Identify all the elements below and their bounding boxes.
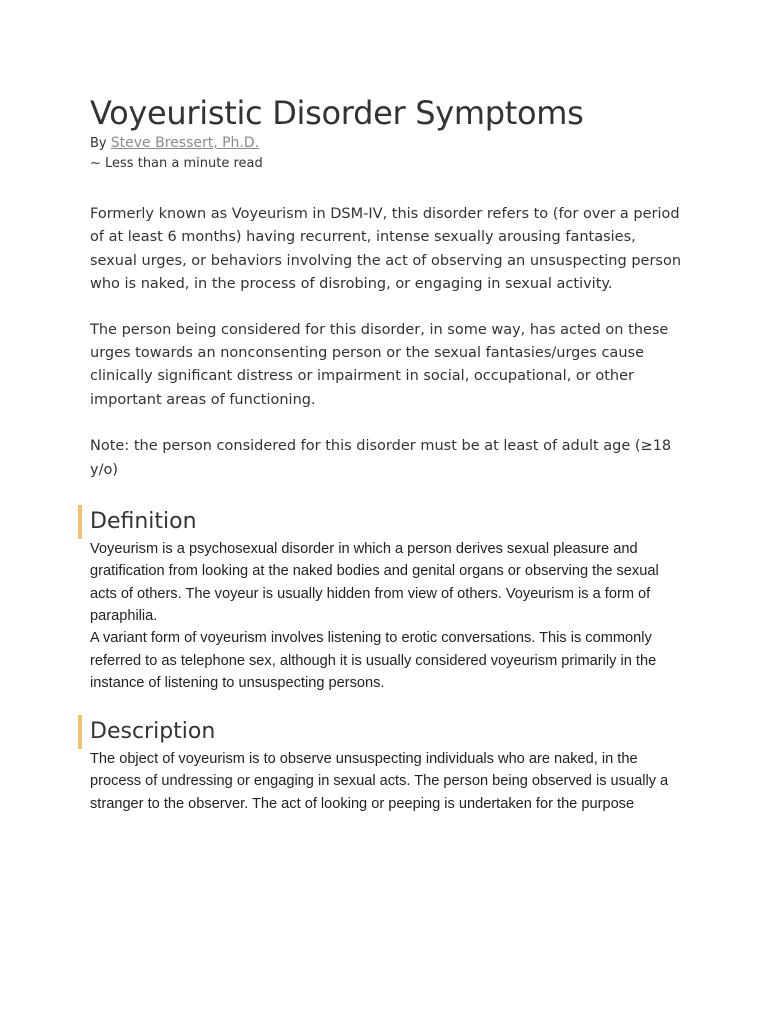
definition-section bbox=[90, 538, 682, 694]
intro-note: Note: the person considered for this disorder must be at least of adult age (≥18 y/o) bbox=[90, 438, 672, 478]
intro-paragraph: Formerly known as Voyeurism in DSM-IV, this disorder refers to (for over a period of at least 6 months) having recurrent, intense sexually arousing fantasies, sexual urges, or behaviors involving the act of observing an unsuspecting person who is naked, in the process of disrobing, or engaging in sexual activity. bbox=[90, 206, 682, 293]
description-paragraph: The object of voyeurism is to observe unsuspecting individuals who are naked, in the process of undressing or engaging in sexual acts. The person being observed is usually a stranger to the observer. The act of looking or peeping is undertaken for the purpose bbox=[90, 751, 669, 812]
definition-heading-text: Definition bbox=[90, 509, 197, 535]
description-section bbox=[90, 748, 682, 815]
heading-accent-bar bbox=[78, 715, 82, 749]
definition-paragraph: Voyeurism is a psychosexual disorder in which a person derives sexual pleasure and gratification from looking at the naked bodies and genital organs or observing the sexual acts of others. The voyeur is usually hidden from view of others. Voyeurism is a form of paraphilia. bbox=[90, 541, 659, 624]
article bbox=[90, 92, 682, 815]
author-link[interactable]: Steve Bressert, Ph.D. bbox=[110, 135, 260, 151]
read-time: ~ Less than a minute read bbox=[90, 156, 263, 171]
description-heading bbox=[90, 716, 682, 748]
by-label: By bbox=[90, 136, 107, 151]
definition-heading bbox=[90, 506, 682, 538]
intro-paragraph: The person being considered for this disorder, in some way, has acted on these urges towards an nonconsenting person or the sexual fantasies/urges cause clinically significant distress or impairment in social, occupational, or other important areas of functioning. bbox=[90, 321, 669, 408]
intro-section bbox=[90, 203, 682, 482]
description-heading-text: Description bbox=[90, 719, 216, 745]
page-title: Voyeuristic Disorder Symptoms bbox=[90, 94, 584, 132]
definition-paragraph: A variant form of voyeurism involves listening to erotic conversations. This is commonly referred to as telephone sex, although it is usually considered voyeurism primarily in the instance of listening to unsuspecting persons. bbox=[90, 630, 657, 691]
byline bbox=[90, 134, 682, 153]
heading-accent-bar bbox=[78, 505, 82, 539]
